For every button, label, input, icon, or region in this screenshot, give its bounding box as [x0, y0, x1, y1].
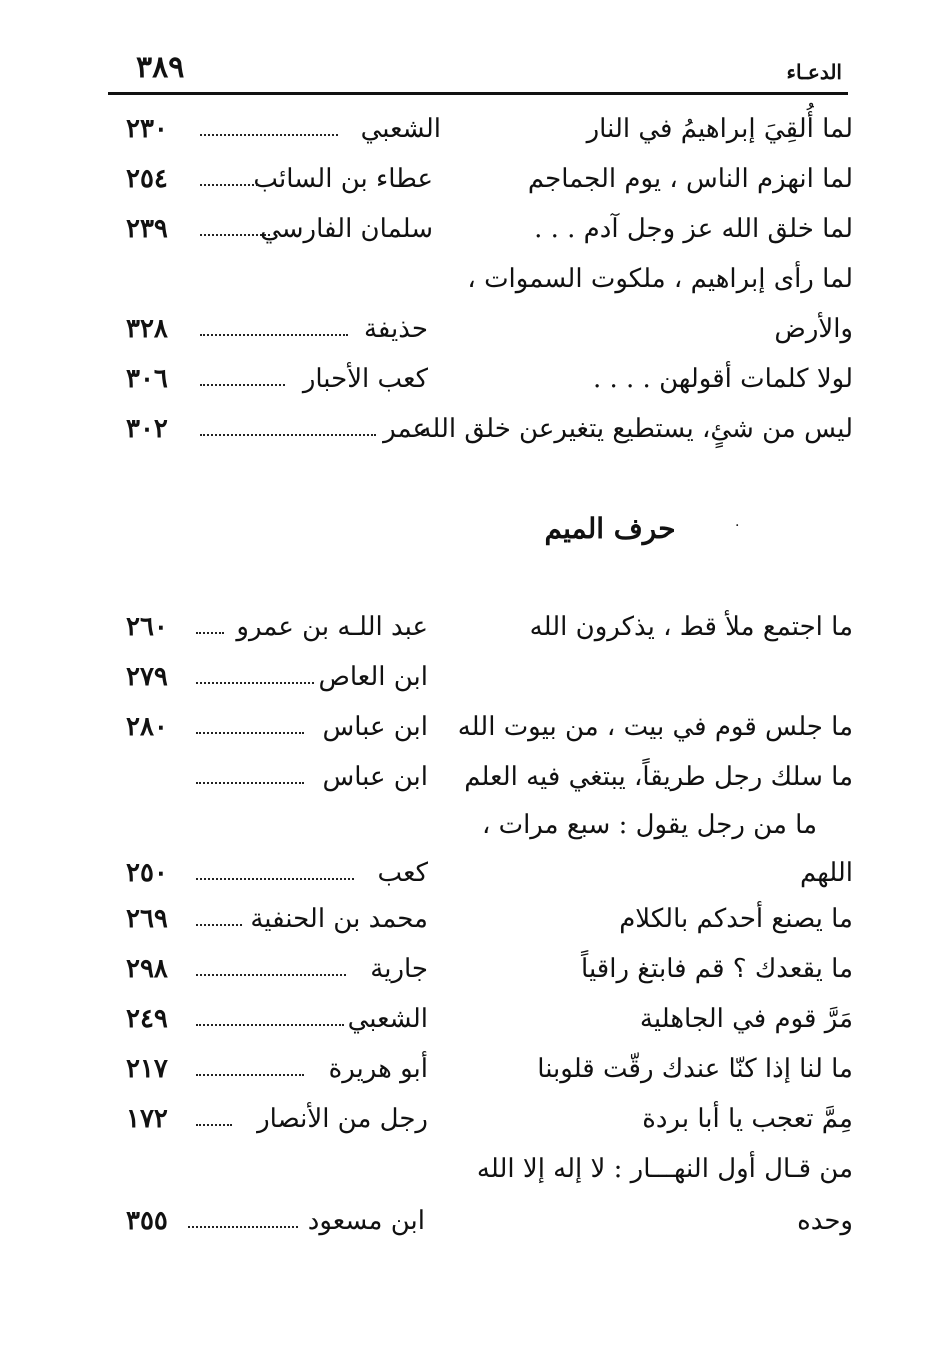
dot-leader [200, 334, 348, 336]
narrator: ابن عباس [322, 762, 428, 792]
narrator: ابن عباس [322, 712, 428, 742]
index-entry [108, 762, 853, 810]
index-entry [108, 662, 853, 710]
dot-leader [200, 434, 376, 436]
page-ref: ٢٨٠ [126, 712, 168, 742]
dot-leader [200, 134, 338, 136]
hadith-snippet: لما انهزم الناس ، يوم الجماجم [527, 164, 853, 194]
running-title: الدعـاء [786, 60, 842, 84]
index-entry [108, 1054, 853, 1102]
index-entry [108, 1206, 853, 1254]
page-ref: ٢٦٩ [126, 904, 168, 934]
hadith-snippet: لما أُلقِيَ إبراهيمُ في النار [586, 114, 853, 144]
hadith-snippet: اللهم [799, 858, 853, 888]
ornament-dot: · [735, 518, 740, 534]
hadith-snippet: وحده [797, 1206, 853, 1236]
index-entry [108, 954, 853, 1002]
narrator: عبد اللـه بن عمرو [236, 612, 428, 642]
index-entry [108, 612, 853, 660]
dot-leader [200, 384, 285, 386]
index-entry [108, 1004, 853, 1052]
page-ref: ٣٠٢ [126, 414, 168, 444]
index-entry [108, 904, 853, 952]
index-entry [108, 314, 853, 362]
hadith-snippet: مَرَّ قوم في الجاهلية [639, 1004, 853, 1034]
hadith-snippet: ما من رجل يقول : سبع مرات ، [481, 810, 817, 840]
page-ref: ٢٥٤ [126, 164, 168, 194]
page-ref: ٣٥٥ [126, 1206, 168, 1236]
page-ref: ٢١٧ [126, 1054, 168, 1084]
index-entry [108, 414, 853, 462]
dot-leader [196, 632, 224, 634]
dot-leader [188, 1226, 298, 1228]
hadith-snippet: ما سلك رجل طريقاً، يبتغي فيه العلم [464, 762, 853, 792]
dot-leader [196, 732, 304, 734]
index-entry [108, 214, 853, 262]
hadith-snippet: ما اجتمع ملأ قط ، يذكرون الله [529, 612, 853, 642]
page-ref: ٢٣٩ [126, 214, 168, 244]
dot-leader [196, 878, 354, 880]
narrator: الشعبي [347, 1004, 428, 1034]
page-number: ٣٨٩ [136, 50, 185, 85]
index-entry [108, 264, 853, 312]
narrator: محمد بن الحنفية [250, 904, 428, 934]
index-entry [108, 364, 853, 412]
dot-leader [196, 1074, 304, 1076]
page-ref: ٣٠٦ [126, 364, 168, 394]
dot-leader [200, 234, 270, 236]
page-header [108, 46, 848, 95]
index-entry [108, 858, 853, 906]
index-entry [108, 1104, 853, 1152]
narrator: كعب الأحبار [302, 364, 428, 394]
hadith-snippet: ما يصنع أحدكم بالكلام [619, 904, 853, 934]
narrator: الشعبي [360, 114, 441, 144]
narrator: سلمان الفارسي [260, 214, 433, 244]
narrator: جارية [370, 954, 428, 984]
hadith-snippet: ما لنا إذا كنّا عندك رقّت قلوبنا [537, 1054, 853, 1084]
page-ref: ١٧٢ [126, 1104, 168, 1134]
hadith-snippet: ما جلس قوم في بيت ، من بيوت الله [457, 712, 853, 742]
page-ref: ٢٥٠ [126, 858, 168, 888]
narrator: ابن العاص [318, 662, 428, 692]
hadith-snippet: ليس من شئٍ، يستطيع يتغيرعن خلق الله [418, 414, 853, 444]
hadith-snippet: لولا كلمات أقولهن . . . . [592, 364, 853, 394]
narrator: عمر [383, 414, 428, 444]
page-ref: ٢٧٩ [126, 662, 168, 692]
page-ref: ٢٦٠ [126, 612, 168, 642]
dot-leader [196, 1024, 344, 1026]
hadith-snippet: والأرض [774, 314, 853, 344]
narrator: ابن مسعود [307, 1206, 425, 1236]
dot-leader [196, 974, 346, 976]
index-entry [108, 1154, 853, 1202]
page-ref: ٣٢٨ [126, 314, 168, 344]
index-entry [108, 712, 853, 760]
narrator: كعب [377, 858, 428, 888]
index-entry [108, 164, 853, 212]
section-heading: حرف الميم [544, 512, 676, 545]
index-entry [108, 810, 853, 858]
narrator: حذيفة [363, 314, 428, 344]
narrator: عطاء بن السائب [253, 164, 433, 194]
dot-leader [196, 682, 314, 684]
narrator: أبو هريرة [328, 1054, 428, 1084]
dot-leader [196, 924, 242, 926]
hadith-snippet: لما رأى إبراهيم ، ملكوت السموات ، [467, 264, 853, 294]
page-ref: ٢٩٨ [126, 954, 168, 984]
narrator: رجل من الأنصار [257, 1104, 428, 1134]
hadith-snippet: ما يقعدك ؟ قم فابتغ راقياً [581, 954, 853, 984]
index-entry [108, 114, 853, 162]
hadith-snippet: من قـال أول النهـــار : لا إله إلا الله [476, 1154, 853, 1184]
page-ref: ٢٤٩ [126, 1004, 168, 1034]
hadith-snippet: لما خلق الله عز وجل آدم . . . [534, 214, 853, 244]
dot-leader [196, 782, 304, 784]
page-ref: ٢٣٠ [126, 114, 168, 144]
hadith-snippet: مِمَّ تعجب يا أبا بردة [642, 1104, 853, 1134]
dot-leader [196, 1124, 232, 1126]
dot-leader [200, 184, 258, 186]
